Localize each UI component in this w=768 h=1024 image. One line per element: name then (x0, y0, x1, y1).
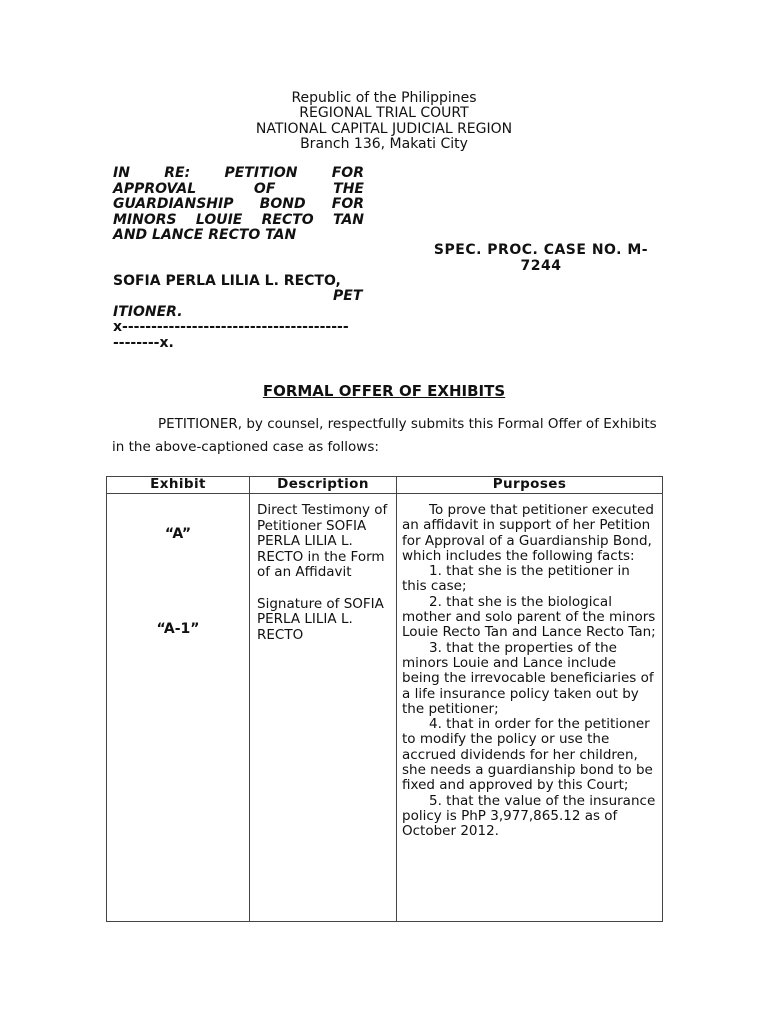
case-number-line2: 7244 (520, 257, 562, 274)
court-header-republic: Republic of the Philippines (291, 90, 477, 106)
purposes-cell (397, 494, 663, 922)
table-header-row (107, 477, 663, 494)
purpose-item: 1. that she is the petitioner in this case; (402, 563, 630, 595)
case-number (424, 243, 658, 274)
exhibit-label-a1: “A-1” (156, 621, 200, 637)
exhibits-table (106, 476, 663, 922)
caption-in-re-line: AND LANCE RECTO TAN (113, 227, 297, 243)
case-number-line1: SPEC. PROC. CASE NO. M- (433, 242, 649, 258)
caption-in-re-line: IN RE: PETITION FOR (113, 165, 364, 181)
caption-in-re-line: GUARDIANSHIP BOND FOR (113, 196, 364, 212)
document-title: FORMAL OFFER OF EXHIBITS (262, 382, 506, 400)
table-row (107, 494, 663, 922)
purpose-item: 4. that in order for the petitioner to modify the policy or use the accrued dividends for her children, she needs a guardianship bond to be fixed and approved by this Court; (402, 716, 653, 794)
court-header-branch: Branch 136, Makati City (300, 136, 468, 152)
exhibit-label-a: “A” (164, 526, 192, 542)
description-item: Signature of SOFIA PERLA LILIA L. RECTO (257, 595, 384, 643)
caption-divider-line2: --------x. (113, 335, 174, 351)
caption-in-re-line: APPROVAL OF THE (113, 180, 364, 197)
purpose-item: 3. that the properties of the minors Louie and Lance include being the irrevocable beneficiaries of a life insurance policy taken out by the petitioner; (402, 639, 654, 717)
purpose-item: 5. that the value of the insurance policy is PhP 3,977,865.12 as of October 2012. (402, 792, 656, 840)
caption-divider-line1: x--------------------------------------- (113, 319, 349, 335)
header-exhibit: Exhibit (107, 477, 250, 494)
court-header-region: NATIONAL CAPITAL JUDICIAL REGION (255, 121, 513, 137)
exhibit-cell (107, 494, 250, 922)
caption-in-re (113, 166, 364, 244)
header-purposes: Purposes (397, 477, 663, 494)
petitioner-label-part1: PET (333, 288, 363, 304)
caption-in-re-line: MINORS LOUIE RECTO TAN (113, 211, 364, 228)
intro-text: PETITIONER, by counsel, respectfully submits this Formal Offer of Exhibits in the above-captioned case as follows: (112, 416, 657, 455)
description-item: Direct Testimony of Petitioner SOFIA PERLA LILIA L. RECTO in the Form of an Affidavit (257, 502, 388, 580)
petitioner-label-part2: ITIONER. (113, 304, 183, 320)
petitioner-name: SOFIA PERLA LILIA L. RECTO, (113, 273, 341, 289)
purpose-item: 2. that she is the biological mother and solo parent of the minors Louie Recto Tan and Lance Recto Tan; (402, 593, 656, 641)
court-header-rtc: REGIONAL TRIAL COURT (299, 105, 469, 121)
purpose-item: To prove that petitioner executed an affidavit in support of her Petition for Approval of a Guardianship Bond, which includes the following facts: (402, 502, 654, 564)
header-description: Description (250, 477, 397, 494)
intro-paragraph (112, 413, 664, 459)
description-cell (250, 494, 397, 922)
